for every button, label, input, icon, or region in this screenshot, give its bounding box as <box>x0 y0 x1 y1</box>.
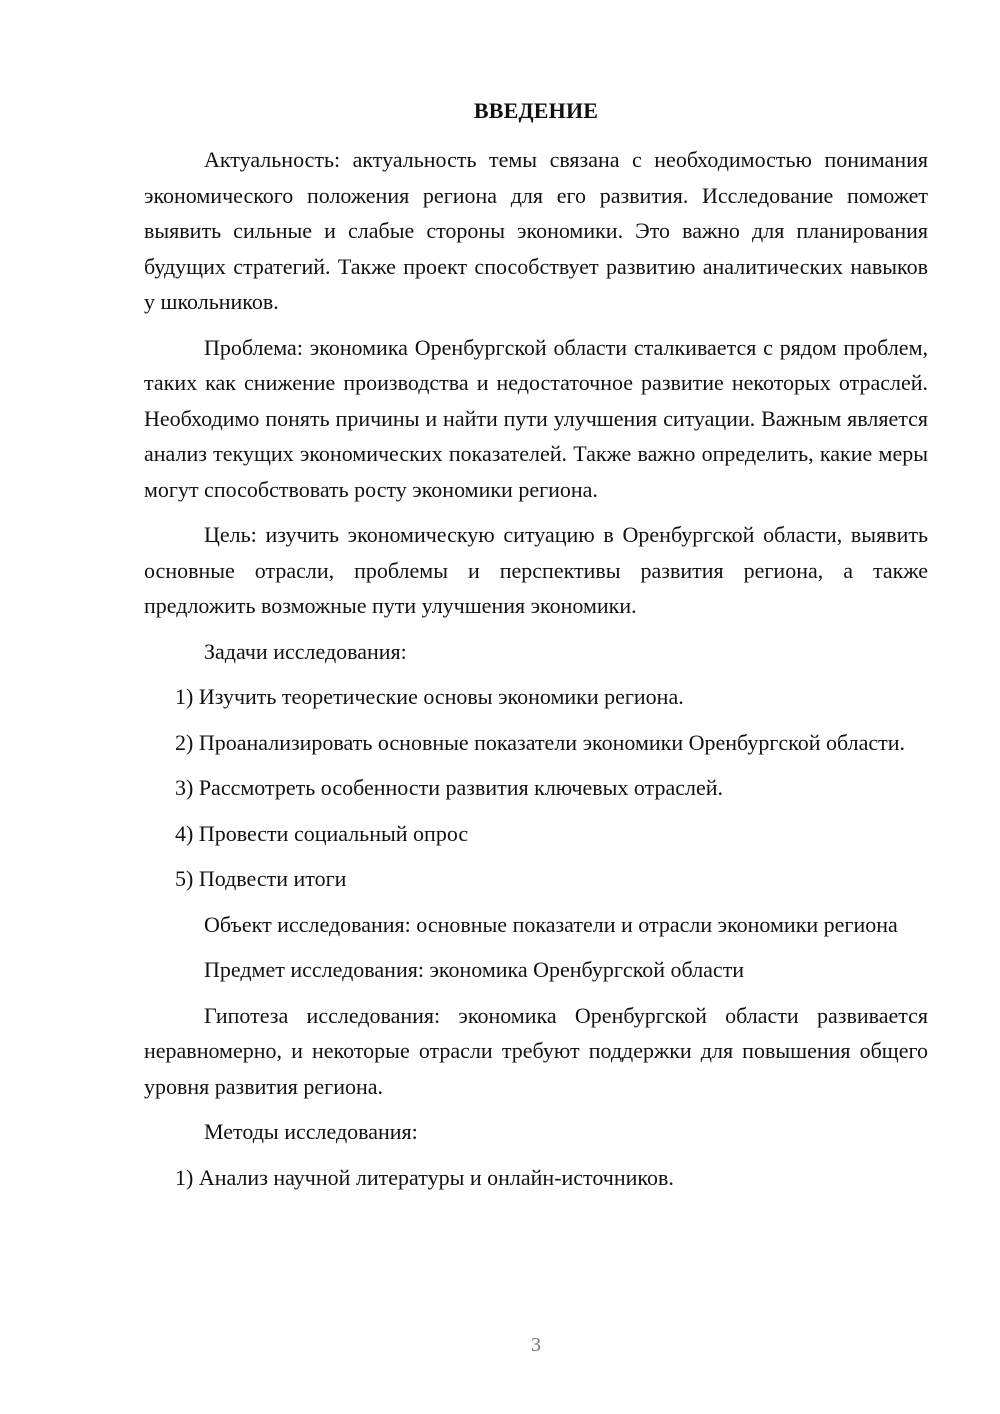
section-title: ВВЕДЕНИЕ <box>473 98 599 123</box>
goal-paragraph: Цель: изучить экономическую ситуацию в Оренбургской области, выявить основные отрасли, проблемы и перспективы развития региона, а также предложить возможные пути улучшения экономики. <box>144 522 928 618</box>
task-item-3: 3) Рассмотреть особенности развития ключевых отраслей. <box>175 775 724 800</box>
task-item-1: 1) Изучить теоретические основы экономики региона. <box>175 684 684 709</box>
hypothesis-paragraph: Гипотеза исследования: экономика Оренбургской области развивается неравномерно, и некоторые отрасли требуют поддержки для повышения общего уровня развития региона. <box>144 1002 928 1099</box>
task-item-4: 4) Провести социальный опрос <box>175 820 469 846</box>
tasks-heading: Задачи исследования: <box>204 638 407 664</box>
methods-heading: Методы исследования: <box>204 1119 418 1144</box>
task-item-2: 2) Проанализировать основные показатели экономики Оренбургской области. <box>175 729 906 755</box>
subject-paragraph: Предмет исследования: экономика Оренбургской области <box>204 957 745 982</box>
task-item-5: 5) Подвести итоги <box>175 866 347 891</box>
method-item-1: 1) Анализ научной литературы и онлайн-источников. <box>175 1164 674 1190</box>
relevance-paragraph: Актуальность: актуальность темы связана с необходимостью понимания экономического положения региона для его развития. Исследование поможет выявить сильные и слабые стороны экономики. Это важно для планирования будущих стратегий. Также проект способствует развитию аналитических навыков у школьников. <box>144 147 928 314</box>
object-paragraph: Объект исследования: основные показатели и отрасли экономики региона <box>204 911 898 937</box>
page-number: 3 <box>531 1334 541 1356</box>
problem-paragraph: Проблема: экономика Оренбургской области сталкивается с рядом проблем, таких как снижение производства и недостаточное развитие некоторых отраслей. Необходимо понять причины и найти пути улучшения ситуации. Важным является анализ текущих экономических показателей. Также важно определить, какие меры могут способствовать росту экономики региона. <box>144 334 928 502</box>
document-body <box>144 142 928 1205</box>
